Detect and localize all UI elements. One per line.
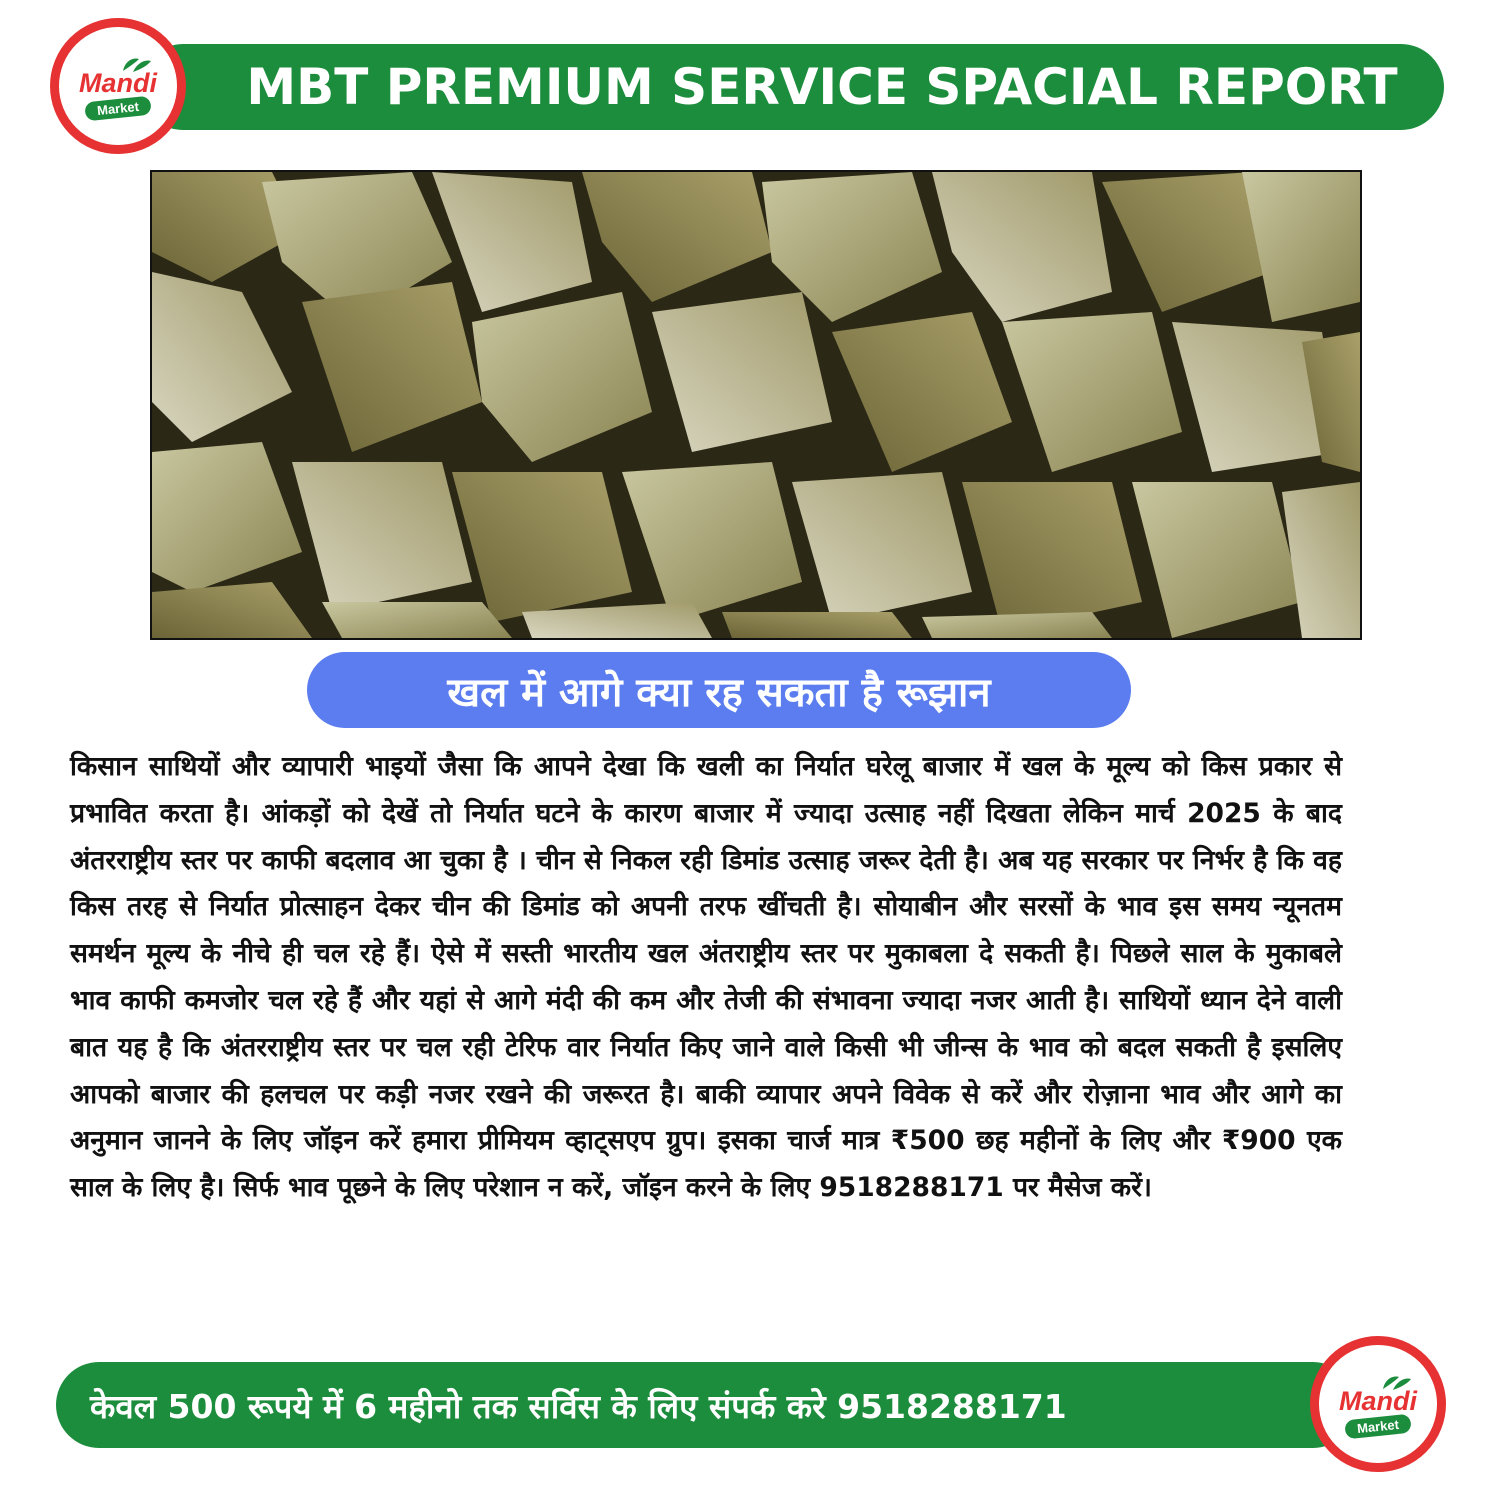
footer-text: केवल 500 रूपये में 6 महीनो तक सर्विस के लिए संपर्क करे 9518288171 [90,1386,1067,1426]
logo-sub: Market [84,95,152,121]
subtitle-text: खल में आगे क्या रह सकता है रूझान [447,669,991,716]
logo-name: Mandi [79,67,157,98]
mandi-market-logo [50,18,186,154]
header-title: MBT PREMIUM SERVICE SPACIAL REPORT [246,58,1398,116]
footer-banner [56,1362,1356,1448]
oilcake-photo [150,170,1362,640]
logo-name: Mandi [1339,1385,1417,1416]
mandi-market-logo-footer [1310,1336,1446,1472]
header-banner [140,44,1444,130]
logo-sub: Market [1344,1413,1412,1439]
subtitle-banner [307,652,1131,728]
report-body: किसान साथियों और व्यापारी भाइयों जैसा कि आपने देखा कि खली का निर्यात घरेलू बाजार में खल के मूल्य को किस प्रकार से प्रभावित करता है। आंकड़ों को देखें तो निर्यात घटने के कारण बाजार में ज्यादा उत्साह नहीं दिखता लेकिन मार्च 2025 के बाद अंतरराष्ट्रीय स्तर पर काफी बदलाव आ चुका है । चीन से निकल रही डिमांड उत्साह जरूर देती है। अब यह सरकार पर निर्भर है कि वह किस तरह से निर्यात प्रोत्साहन देकर चीन की डिमांड को अपनी तरफ खींचती है। सोयाबीन और सरसों के भाव इस समय न्यूनतम समर्थन मूल्य के नीचे ही चल रहे हैं। ऐसे में सस्ती भारतीय खल अंतराष्ट्रीय स्तर पर मुकाबला दे सकती है। पिछले साल के मुकाबले भाव काफी कमजोर चल रहे हैं और यहां से आगे मंदी की कम और तेजी की संभावना ज्यादा नजर आती है। साथियों ध्यान देने वाली बात यह है कि अंतरराष्ट्रीय स्तर पर चल रही टेरिफ वार निर्यात किए जाने वाले किसी भी जीन्स के भाव को बदल सकती है इसलिए आपको बाजार की हलचल पर कड़ी नजर रखने की जरूरत है। बाकी व्यापार अपने विवेक से करें और रोज़ाना भाव और आगे का अनुमान जानने के लिए जॉइन करें हमारा प्रीमियम व्हाट्सएप ग्रुप। इसका चार्ज मात्र ₹500 छह महीनों के लिए और ₹900 एक साल के लिए है। सिर्फ भाव पूछने के लिए परेशान न करें, जॉइन करने के लिए 9518288171 पर मैसेज करें। [70,751,1342,1204]
oilcake-photo-image [152,172,1360,638]
